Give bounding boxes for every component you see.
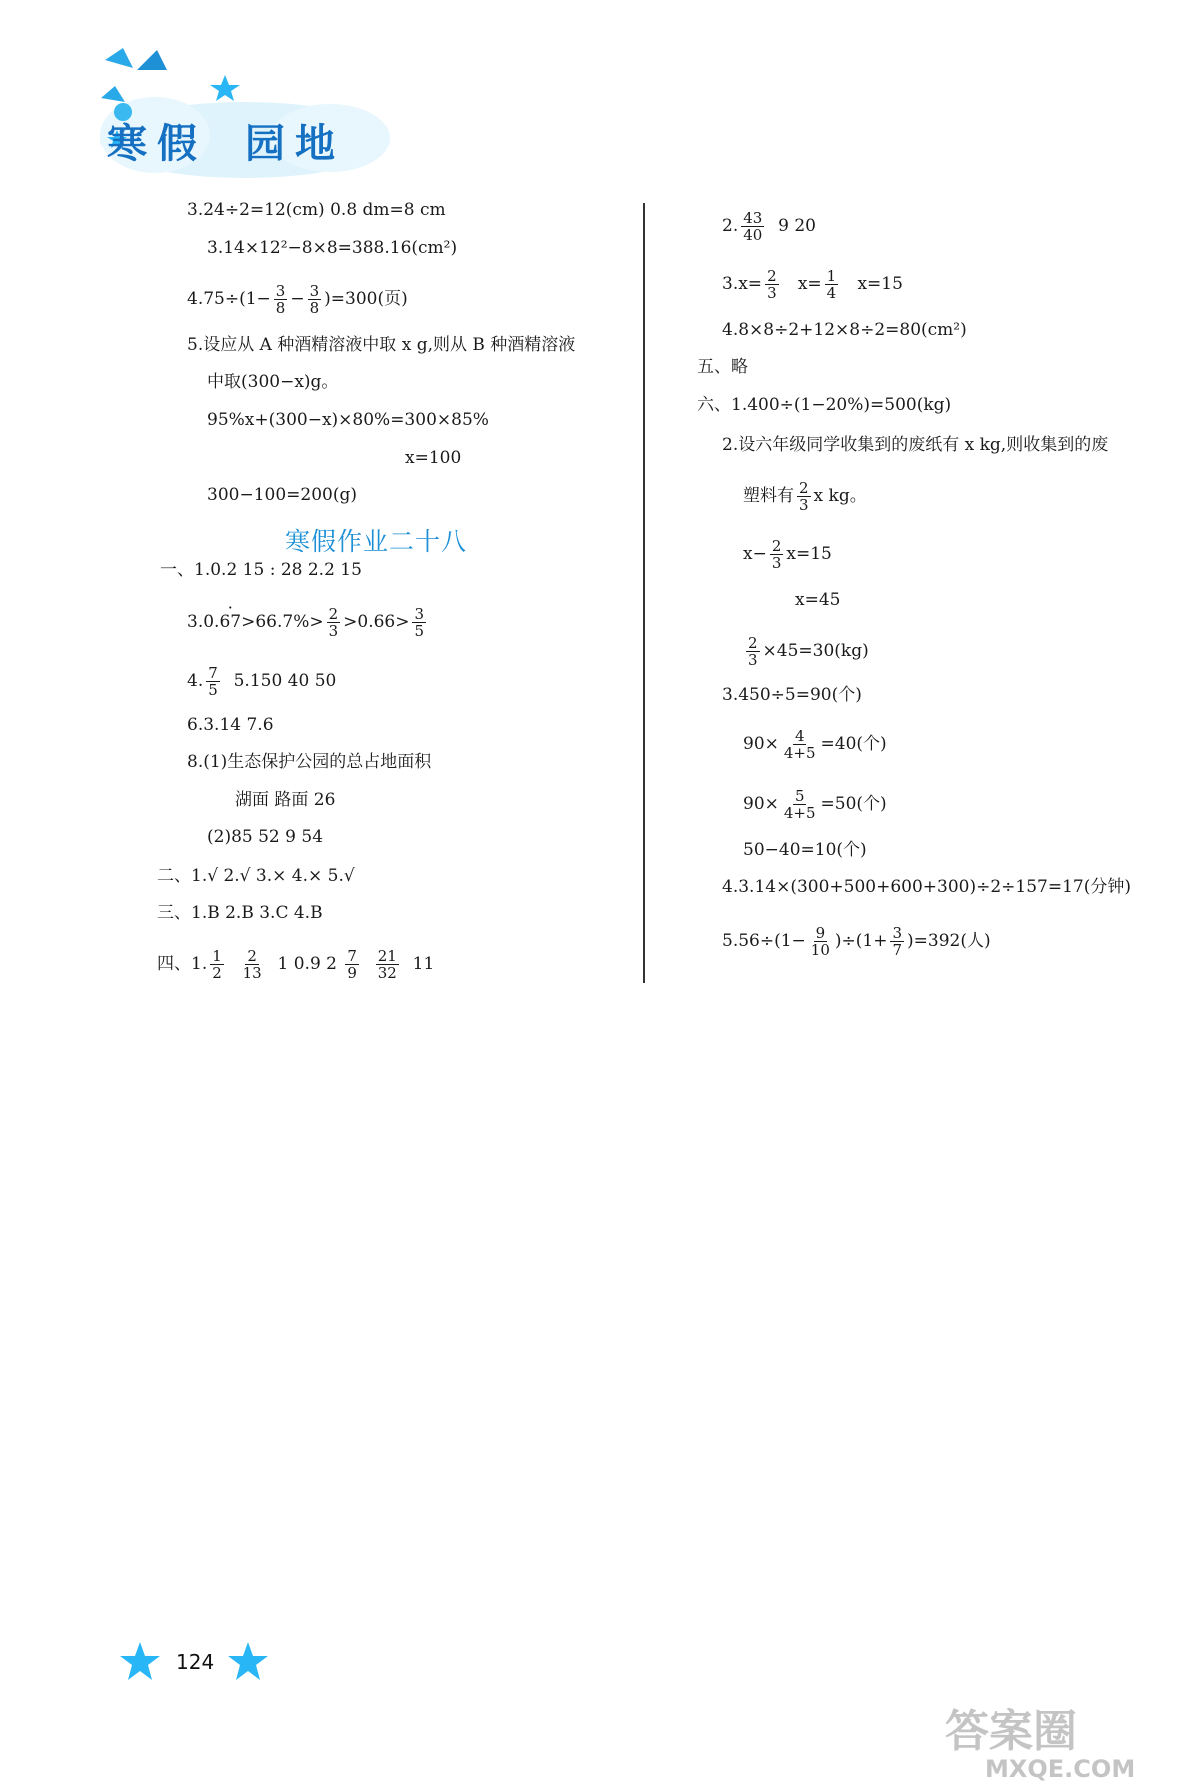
text-segment: =50(个) [820,794,887,814]
star-icon-svg [118,1640,162,1684]
answer-line: 中取(300−x)g。 [207,372,339,392]
star-icon [118,1640,162,1688]
answer-line: x=100 [405,448,462,468]
fraction [797,480,811,513]
fraction-denominator: 13 [242,964,262,982]
fraction-numerator: 2 [767,267,777,285]
fraction-denominator: 40 [743,226,763,244]
fraction-numerator: 2 [799,479,809,497]
answer-line: 五、略 [697,357,748,377]
header-title-char: 假 [157,121,197,167]
answer-line: 95%x+(300−x)×80%=300×85% [207,410,489,430]
text-segment: >66.7%> [241,612,324,632]
answer-line: 3.14×12²−8×8=388.16(cm²) [207,238,458,258]
text-segment: 90× [743,794,779,814]
header-logo [95,40,395,190]
answer-line: 8.(1)生态保护公园的总占地面积 [187,752,432,772]
text-segment: x− [743,544,767,564]
answer-line: 5.设应从 A 种酒精溶液中取 x g,则从 B 种酒精溶液 [187,335,576,355]
text-segment: =40(个) [820,734,887,754]
text-segment: >0.66> [343,612,410,632]
fraction-denominator: 3 [328,622,339,640]
answer-line: 一、1.0.2 15 : 28 2.2 15 [160,560,362,580]
answer-line [722,925,991,958]
fraction [210,948,224,981]
text-segment: 4.75÷(1− [187,289,271,309]
answer-line: 湖面 路面 26 [235,790,336,810]
fraction-numerator: 43 [743,209,763,227]
text-segment: x kg。 [813,486,867,506]
fraction-numerator: 2 [748,634,758,652]
fraction-numerator: 7 [208,664,218,682]
text-segment: ×45=30(kg) [762,641,869,661]
fraction-numerator: 1 [826,267,837,285]
text-segment: − [290,289,305,309]
fraction-denominator: 8 [275,299,286,317]
fraction-denominator: 3 [771,554,782,572]
answer-line: 3.24÷2=12(cm) 0.8 dm=8 cm [187,200,446,220]
answer-line [187,606,429,639]
section-title: 寒假作业二十八 [285,527,468,556]
answer-line: 4.8×8÷2+12×8÷2=80(cm²) [722,320,967,340]
fraction-denominator: 10 [810,941,830,959]
text-segment: 5.150 40 50 [233,671,337,691]
text-segment: 3.0. [187,612,220,632]
answer-line [187,665,336,698]
text-segment: 2. [722,216,739,236]
fraction-denominator: 8 [309,299,320,317]
fraction-numerator: 9 [815,924,826,942]
page-number: 124 [176,1650,215,1674]
repeating-decimal: · 67 [219,612,241,632]
text-segment: 9 20 [778,216,816,236]
header-title-char: 寒 [107,121,147,167]
fraction-numerator: 3 [414,605,425,623]
fraction-numerator: 4 [794,727,805,745]
answer-line: 六、1.400÷(1−20%)=500(kg) [697,395,952,415]
fraction [345,948,359,981]
answer-line: x=45 [795,590,841,610]
answer-line: 6.3.14 7.6 [187,715,274,735]
text-segment: 3.x= [722,274,763,294]
text-segment: 90× [743,734,779,754]
answer-line: 300−100=200(g) [207,485,357,505]
text-segment: x=15 [857,274,903,294]
header-title-char: 地 [295,121,335,167]
watermark-url: MXQE.COM [985,1755,1136,1783]
fraction-denominator: 5 [208,681,218,699]
answer-line: 二、1.√ 2.√ 3.× 4.× 5.√ [157,866,355,886]
fraction [825,268,839,301]
answer-line [743,788,887,821]
answer-line: 3.450÷5=90(个) [722,685,862,705]
answer-line [722,268,903,301]
fraction [746,635,760,668]
fraction-denominator: 5 [414,622,425,640]
fraction-numerator: 3 [892,924,903,942]
fraction-denominator: 3 [748,651,758,669]
column-divider [643,203,645,983]
answer-line [157,948,434,981]
fraction [741,210,764,243]
fraction [765,268,779,301]
fraction-numerator: 1 [212,947,222,965]
header-title-char: 园 [245,121,285,167]
watermark-logo: 答案圈 [945,1706,1077,1757]
text-segment: 11 [412,954,435,974]
fraction-denominator: 3 [799,496,809,514]
fraction [206,665,220,698]
fraction-numerator: 2 [328,605,339,623]
text-segment: )÷(1+ [834,931,888,951]
text-segment: )=392(人) [907,931,991,951]
fraction-numerator: 7 [347,947,357,965]
answer-line: (2)85 52 9 54 [207,827,324,847]
fraction [327,606,341,639]
text-segment: 1 0.9 2 [277,954,337,974]
fraction [782,788,818,821]
text-segment: x=15 [786,544,832,564]
fraction-denominator: 4 [826,284,837,302]
fraction [412,606,426,639]
fraction-denominator: 32 [377,964,397,982]
fraction-denominator: 7 [892,941,903,959]
fraction-numerator: 2 [247,947,257,965]
fraction-denominator: 2 [212,964,222,982]
text-segment: 5.56÷(1− [722,931,806,951]
answer-line: 三、1.B 2.B 3.C 4.B [157,903,323,923]
text-segment: )=300(页) [324,289,408,309]
fraction [782,728,818,761]
answer-line [743,635,869,668]
fraction-numerator: 5 [794,787,805,805]
text-segment: 四、1. [157,954,208,974]
fraction [241,948,264,981]
fraction-denominator: 4+5 [783,804,816,822]
star-icon [226,1640,270,1688]
fraction [376,948,399,981]
answer-line [743,728,887,761]
fraction-numerator: 3 [309,282,320,300]
fraction [890,925,904,958]
answer-line: 50−40=10(个) [743,840,867,860]
text-segment: 塑料有 [743,486,794,506]
fraction-numerator: 21 [377,947,397,965]
fraction-denominator: 9 [347,964,357,982]
fraction-numerator: 3 [275,282,286,300]
answer-line [187,283,408,316]
answer-line [743,480,867,513]
fraction [308,283,322,316]
answer-line: 4.3.14×(300+500+600+300)÷2÷157=17(分钟) [722,877,1131,897]
fraction-denominator: 4+5 [783,744,816,762]
text-segment: x= [797,274,822,294]
fraction-denominator: 3 [767,284,777,302]
fraction-numerator: 2 [771,537,782,555]
text-segment: 4. [187,671,204,691]
answer-line [743,538,832,571]
answer-line: 2.设六年级同学收集到的废纸有 x kg,则收集到的废 [722,435,1109,455]
answer-line [722,210,816,243]
fraction [809,925,832,958]
fraction [274,283,288,316]
star-icon-svg [226,1640,270,1684]
fraction [770,538,784,571]
